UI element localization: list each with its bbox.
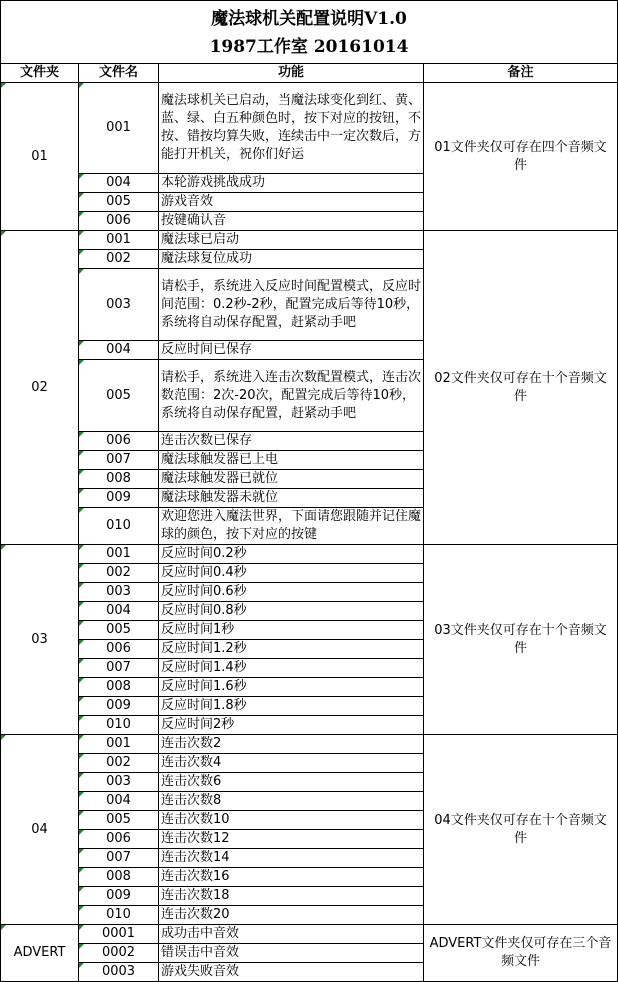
function-cell[interactable]: 反应时间已保存: [159, 341, 424, 360]
function-cell[interactable]: 连击次数16: [159, 868, 424, 887]
file-name-cell[interactable]: 006: [79, 212, 159, 231]
function-cell[interactable]: 反应时间0.6秒: [159, 583, 424, 602]
note-cell[interactable]: 01文件夹仅可存在四个音频文件: [424, 83, 618, 231]
function-cell[interactable]: 魔法球触发器已就位: [159, 470, 424, 489]
function-cell[interactable]: 反应时间1.8秒: [159, 697, 424, 716]
folder-cell[interactable]: 01: [1, 83, 79, 231]
function-cell[interactable]: 魔法球机关已启动，当魔法球变化到红、黄、蓝、绿、白五种颜色时，按下对应的按钮，不按、错按均算失败，连续击中一定次数后，方能打开机关，祝你们好运: [159, 83, 424, 174]
table-row: [1, 545, 618, 564]
file-name-cell[interactable]: 006: [79, 830, 159, 849]
table-row: [1, 735, 618, 754]
file-name-cell[interactable]: 002: [79, 250, 159, 269]
file-name-cell[interactable]: 006: [79, 432, 159, 451]
note-cell[interactable]: 02文件夹仅可存在十个音频文件: [424, 231, 618, 545]
table-row: [1, 925, 618, 944]
function-cell[interactable]: 成功击中音效: [159, 925, 424, 944]
file-name-cell[interactable]: 001: [79, 231, 159, 250]
note-cell[interactable]: ADVERT文件夹仅可存在三个音频文件: [424, 925, 618, 982]
folder-cell[interactable]: 03: [1, 545, 79, 735]
file-name-cell[interactable]: 004: [79, 792, 159, 811]
function-cell[interactable]: 反应时间1.6秒: [159, 678, 424, 697]
table-row: [1, 231, 618, 250]
file-name-cell[interactable]: 003: [79, 583, 159, 602]
function-cell[interactable]: 游戏失败音效: [159, 963, 424, 982]
function-cell[interactable]: 连击次数10: [159, 811, 424, 830]
function-cell[interactable]: 请松手，系统进入连击次数配置模式，连击次数范围：2次-20次，配置完成后等待10秒，系统将自动保存配置，赶紧动手吧: [159, 360, 424, 432]
function-cell[interactable]: 请松手，系统进入反应时间配置模式，反应时间范围：0.2秒-2秒，配置完成后等待10秒，系统将自动保存配置，赶紧动手吧: [159, 269, 424, 341]
file-name-cell[interactable]: 005: [79, 621, 159, 640]
table-row: [1, 83, 618, 174]
note-cell[interactable]: 04文件夹仅可存在十个音频文件: [424, 735, 618, 925]
function-cell[interactable]: 反应时间1.2秒: [159, 640, 424, 659]
file-name-cell[interactable]: 0003: [79, 963, 159, 982]
title-line-2: 1987工作室 20161014: [209, 36, 409, 57]
file-name-cell[interactable]: 007: [79, 849, 159, 868]
function-cell[interactable]: 反应时间2秒: [159, 716, 424, 735]
note-cell[interactable]: 03文件夹仅可存在十个音频文件: [424, 545, 618, 735]
function-cell[interactable]: 连击次数已保存: [159, 432, 424, 451]
file-name-cell[interactable]: 005: [79, 811, 159, 830]
file-name-cell[interactable]: 007: [79, 659, 159, 678]
file-name-cell[interactable]: 009: [79, 697, 159, 716]
function-cell[interactable]: 反应时间1.4秒: [159, 659, 424, 678]
file-name-cell[interactable]: 001: [79, 735, 159, 754]
function-cell[interactable]: 连击次数20: [159, 906, 424, 925]
file-name-cell[interactable]: 009: [79, 489, 159, 508]
header-folder[interactable]: 文件夹: [1, 64, 79, 83]
file-name-cell[interactable]: 004: [79, 174, 159, 193]
function-cell[interactable]: 连击次数12: [159, 830, 424, 849]
function-cell[interactable]: 反应时间0.8秒: [159, 602, 424, 621]
function-cell[interactable]: 错误击中音效: [159, 944, 424, 963]
file-name-cell[interactable]: 008: [79, 678, 159, 697]
file-name-cell[interactable]: 008: [79, 470, 159, 489]
function-cell[interactable]: 连击次数8: [159, 792, 424, 811]
header-file[interactable]: 文件名: [79, 64, 159, 83]
function-cell[interactable]: 连击次数6: [159, 773, 424, 792]
function-cell[interactable]: 按键确认音: [159, 212, 424, 231]
function-cell[interactable]: 魔法球触发器已上电: [159, 451, 424, 470]
function-cell[interactable]: 魔法球已启动: [159, 231, 424, 250]
file-name-cell[interactable]: 002: [79, 564, 159, 583]
function-cell[interactable]: 反应时间0.4秒: [159, 564, 424, 583]
file-name-cell[interactable]: 004: [79, 341, 159, 360]
file-name-cell[interactable]: 002: [79, 754, 159, 773]
function-cell[interactable]: 连击次数18: [159, 887, 424, 906]
file-name-cell[interactable]: 007: [79, 451, 159, 470]
file-name-cell[interactable]: 010: [79, 508, 159, 545]
function-cell[interactable]: 连击次数2: [159, 735, 424, 754]
file-name-cell[interactable]: 003: [79, 773, 159, 792]
file-name-cell[interactable]: 005: [79, 193, 159, 212]
folder-cell[interactable]: 04: [1, 735, 79, 925]
function-cell[interactable]: 连击次数14: [159, 849, 424, 868]
function-cell[interactable]: 魔法球复位成功: [159, 250, 424, 269]
header-note[interactable]: 备注: [424, 64, 618, 83]
file-name-cell[interactable]: 008: [79, 868, 159, 887]
function-cell[interactable]: 反应时间1秒: [159, 621, 424, 640]
file-name-cell[interactable]: 001: [79, 545, 159, 564]
function-cell[interactable]: 反应时间0.2秒: [159, 545, 424, 564]
file-name-cell[interactable]: 0002: [79, 944, 159, 963]
file-name-cell[interactable]: 009: [79, 887, 159, 906]
function-cell[interactable]: 欢迎您进入魔法世界，下面请您跟随并记住魔球的颜色，按下对应的按键: [159, 508, 424, 545]
file-name-cell[interactable]: 001: [79, 83, 159, 174]
function-cell[interactable]: 本轮游戏挑战成功: [159, 174, 424, 193]
folder-cell[interactable]: 02: [1, 231, 79, 545]
function-cell[interactable]: 连击次数4: [159, 754, 424, 773]
header-function[interactable]: 功能: [159, 64, 424, 83]
title-cell[interactable]: [1, 1, 618, 64]
file-name-cell[interactable]: 006: [79, 640, 159, 659]
file-name-cell[interactable]: 010: [79, 906, 159, 925]
function-cell[interactable]: 魔法球触发器未就位: [159, 489, 424, 508]
file-name-cell[interactable]: 005: [79, 360, 159, 432]
file-name-cell[interactable]: 004: [79, 602, 159, 621]
title-line-1: 魔法球机关配置说明V1.0: [211, 8, 407, 29]
function-cell[interactable]: 游戏音效: [159, 193, 424, 212]
folder-cell[interactable]: ADVERT: [1, 925, 79, 982]
file-name-cell[interactable]: 003: [79, 269, 159, 341]
file-name-cell[interactable]: 010: [79, 716, 159, 735]
file-name-cell[interactable]: 0001: [79, 925, 159, 944]
